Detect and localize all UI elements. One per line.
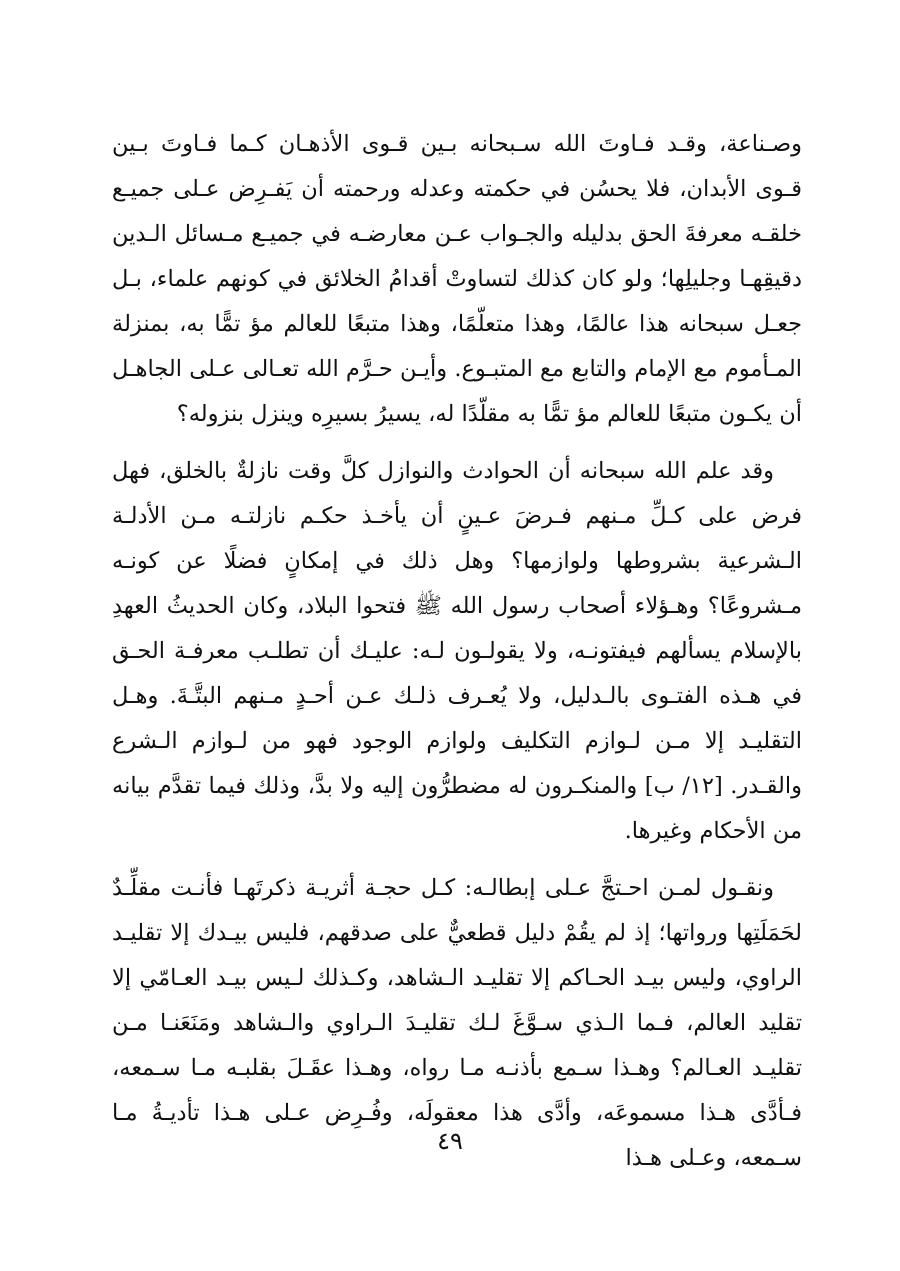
body-text — [112, 122, 802, 1193]
paragraph-1: وصـناعة، وقـد فـاوتَ الله سـبحانه بـين قـوى الأذهـان كـما فـاوتَ بـين قـوى الأبدان، فلا يحسُن في حكمته وعدله ورحمته أن يَفـرِض عـلى جميـع خلقـه معرفةَ الحق بدليله والجـواب عـن معارضـه في جميـع مـسائل الـدين دقيقِهـا وجليلِها؛ ولو كان كذلك لتساوتْ أقدامُ الخلائق في كونهم علماء، بـل جعـل سبحانه هذا عالمًا، وهذا متعلّمًا، وهذا متبعًا للعالم مؤ تمًّا به، بمنزلة المـأموم مع الإمام والتابع مع المتبـوع. وأيـن حـرَّم الله تعـالى عـلى الجاهـل أن يكـون متبعًا للعالم مؤ تمًّا به مقلّدًا له، يسيرُ بسيرِه وينزل بنزوله؟ — [112, 131, 802, 427]
paragraph-2: وقد علم الله سبحانه أن الحوادث والنوازل كلَّ وقت نازلةٌ بالخلق، فهل فرض على كـلِّ مـنهم فـرضَ عـينٍ أن يأخـذ حكـم نازلتـه مـن الأدلـة الـشرعية بشروطها ولوازمها؟ وهل ذلك في إمكانٍ فضلًا عن كونـه مـشروعًا؟ وهـؤلاء أصحاب رسول الله ﷺ فتحوا البلاد، وكان الحديثُ العهدِ بالإسلام يسألهم فيفتونـه، ولا يقولـون لـه: عليـك أن تطلـب معرفـة الحـق في هـذه الفتـوى بالـدليل، ولا يُعـرف ذلـك عـن أحـدٍ مـنهم البتَّـةَ. وهـل التقليـد إلا مـن لـوازم التكليف ولوازم الوجود فهو من لـوازم الـشرع والقـدر. [١٢/ ب] والمنكـرون له مضطرُّون إليه ولا بدَّ، وذلك فيما تقدَّم بيانه من الأحكام وغيرها. — [112, 458, 802, 844]
page-number: ٤٩ — [437, 1127, 463, 1155]
paragraph-3: ونقـول لمـن احـتجَّ عـلى إبطالـه: كـل حجـة أثريـة ذكرتَهـا فأنـت مقلِّـدٌ لحَمَلَتِها ورواتها؛ إذ لم يقُمْ دليل قطعيٌّ على صدقهم، فليس بيـدك إلا تقليـد الراوي، وليس بيـد الحـاكم إلا تقليـد الـشاهد، وكـذلك لـيس بيـد العـامّي إلا تقليد العالم، فـما الـذي سـوَّغَ لـك تقليـدَ الـراوي والـشاهد ومَنَعَنـا مـن تقليـد العـالم؟ وهـذا سـمع بأذنـه مـا رواه، وهـذا عقَـلَ بقلبـه مـا سـمعه، فـأدَّى هـذا مسموعَه، وأدَّى هذا معقولَه، وفُـرِض عـلى هـذا تأديـةُ مـا سـمعه، وعـلى هـذا — [112, 875, 802, 1171]
